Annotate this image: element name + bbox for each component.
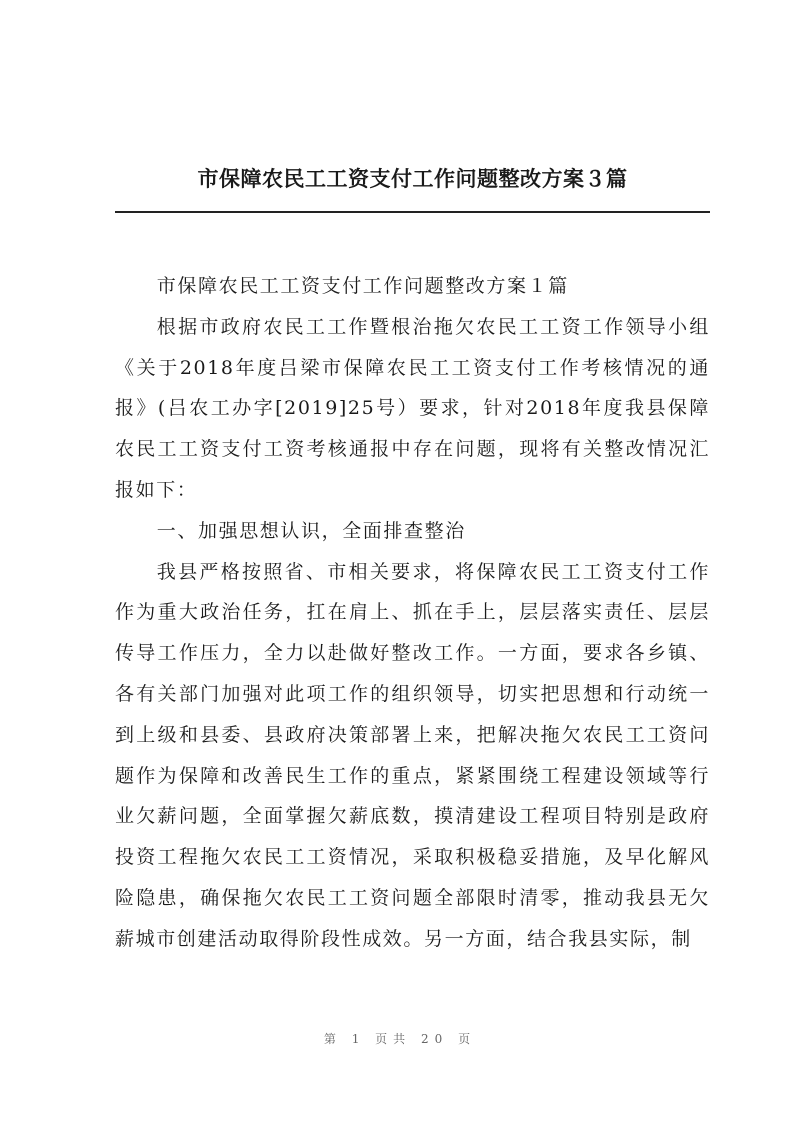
title-divider [115, 211, 710, 213]
section-heading: 一、加强思想认识，全面排查整治 [156, 519, 466, 542]
page-footer: 第 1 页共 20 页 [323, 1032, 477, 1046]
paragraph-intro: 根据市政府农民工工作暨根治拖欠农民工工资工作领导小组《关于2018年度吕梁市保障农民工工资支付工作考核情况的通报》(吕农工办字[2019]25号）要求，针对2018年度我县保障农民工工资支付工资考核通报中存在问题，现将有关整改情况汇报如下： [115, 315, 710, 501]
document-title: 市保障农民工工资支付工作问题整改方案３篇 [197, 166, 628, 191]
paragraph-body: 我县严格按照省、市相关要求，将保障农民工工资支付工作作为重大政治任务，扛在肩上、抓在手上，层层落实责任、层层传导工作压力，全力以赴做好整改工作。一方面，要求各乡镇、各有关部门加强对此项工作的组织领导，切实把思想和行动统一到上级和县委、县政府决策部署上来，把解决拖欠农民工工资问题作为保障和改善民生工作的重点，紧紧围绕工程建设领域等行业欠薪问题，全面掌握欠薪底数，摸清建设工程项目特别是政府投资工程拖欠农民工工资情况，采取积极稳妥措施，及早化解风险隐患，确保拖欠农民工工资问题全部限时清零，推动我县无欠薪城市创建活动取得阶段性成效。另一方面，结合我县实际，制 [115, 560, 710, 950]
document-body [115, 266, 710, 960]
paragraph-heading: 市保障农民工工资支付工作问题整改方案１篇 [156, 275, 569, 297]
